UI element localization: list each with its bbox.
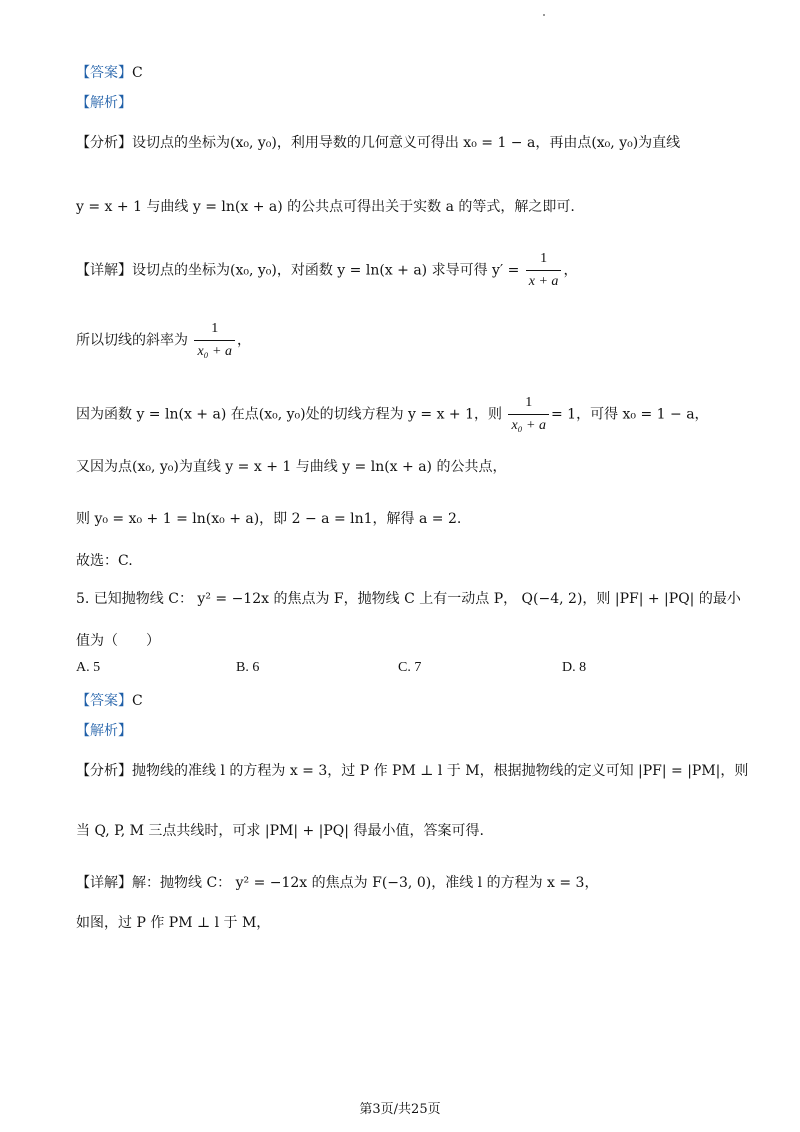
q5-answer-line: [76, 690, 143, 712]
then-text: 则 y₀ = x₀ + 1 = ln(x₀ + a)，即 2 − a = ln1，解得 a = 2.: [76, 511, 462, 527]
q4-also-line: [76, 456, 506, 478]
because-text: 因为函数 y = ln(x + a) 在点(x₀, y₀)处的切线方程为 y = x + 1，则: [76, 406, 503, 423]
xiangjie-text-1: 解：抛物线 C： y² = −12x 的焦点为 F(−3, 0)，准线 l 的方程为 x = 3，: [132, 875, 599, 891]
q5-fenxi-line-2: [76, 820, 484, 842]
choice-a: A. 5: [76, 660, 101, 675]
q4-fenxi-line-1: [76, 132, 680, 154]
punct: ，: [563, 262, 578, 279]
q5-analysis-tag-line: [76, 720, 132, 742]
xiangjie-text-2: 如图，过 P 作 PM ⊥ l 于 M，: [76, 915, 271, 931]
q5-stem-1: 5. 已知抛物线 C： y² = −12x 的焦点为 F，抛物线 C 上有一动点 P， Q(−4, 2)，则 |PF| + |PQ| 的最小: [76, 591, 741, 607]
fenxi-text-1: 抛物线的准线 l 的方程为 x = 3，过 P 作 PM ⊥ l 于 M，根据抛物线的定义可知 |PF| = |PM|，则: [132, 763, 749, 779]
q5-stem-2: 值为（ ）: [76, 633, 160, 649]
answer-value: C: [132, 693, 143, 709]
derivative-fraction: [526, 248, 562, 293]
choose-text: 故选：C.: [76, 553, 133, 569]
q4-analysis-tag-line: [76, 92, 132, 114]
q5-stem-line-2: [76, 630, 160, 652]
q4-answer-line: [76, 62, 143, 84]
answer-value: C: [132, 65, 143, 81]
because-fraction: [508, 392, 549, 437]
q5-fenxi-line-1: [76, 760, 748, 782]
q4-choose-line: [76, 550, 133, 572]
xiangjie-tag: 【详解】: [76, 262, 132, 279]
choice-d: D. 8: [562, 660, 587, 675]
fenxi-text-2: 当 Q, P, M 三点共线时，可求 |PM| + |PQ| 得最小值，答案可得.: [76, 823, 484, 839]
also-text: 又因为点(x₀, y₀)为直线 y = x + 1 与曲线 y = ln(x + a) 的公共点，: [76, 459, 507, 475]
fenxi-tag: 【分析】: [76, 763, 132, 779]
analysis-tag: 【解析】: [76, 723, 132, 739]
q4-fenxi-line-2: [76, 196, 575, 218]
xiangjie-text-1: 设切点的坐标为(x₀, y₀)，对函数 y = ln(x + a) 求导可得 y′ =: [132, 262, 520, 279]
frac-numerator: 1: [525, 395, 533, 410]
frac-denominator: x₀ + a: [508, 414, 549, 437]
choice-b: B. 6: [236, 660, 260, 675]
page-footer: 第3页/共25页: [359, 1102, 441, 1117]
q4-then-line: [76, 508, 461, 530]
slope-fraction: [194, 318, 235, 363]
frac-denominator: x₀ + a: [194, 340, 235, 363]
q4-because-line: [76, 392, 709, 437]
fenxi-text-1: 设切点的坐标为(x₀, y₀)，利用导数的几何意义可得出 x₀ = 1 − a，再由点(x₀, y₀)为直线: [132, 135, 681, 151]
q5-stem-line-1: [76, 588, 741, 610]
q4-slope-line: [76, 318, 251, 363]
answer-tag: 【答案】: [76, 693, 132, 709]
fenxi-tag: 【分析】: [76, 135, 132, 151]
q5-xiangjie-line-1: [76, 872, 598, 894]
choice-c: C. 7: [398, 660, 422, 675]
xiangjie-tag: 【详解】: [76, 875, 132, 891]
frac-numerator: 1: [211, 321, 219, 336]
because-end: = 1，可得 x₀ = 1 − a，: [551, 406, 709, 423]
scan-dot: [543, 14, 545, 16]
answer-tag: 【答案】: [76, 65, 132, 81]
q5-xiangjie-line-2: [76, 912, 270, 934]
analysis-tag: 【解析】: [76, 95, 132, 111]
punct: ，: [236, 332, 251, 349]
slope-text: 所以切线的斜率为: [76, 332, 188, 349]
frac-denominator: x + a: [526, 270, 562, 293]
frac-numerator: 1: [540, 251, 548, 266]
q4-xiangjie-line-1: [76, 248, 577, 293]
fenxi-text-2: y = x + 1 与曲线 y = ln(x + a) 的公共点可得出关于实数 a 的等式，解之即可.: [76, 199, 575, 215]
